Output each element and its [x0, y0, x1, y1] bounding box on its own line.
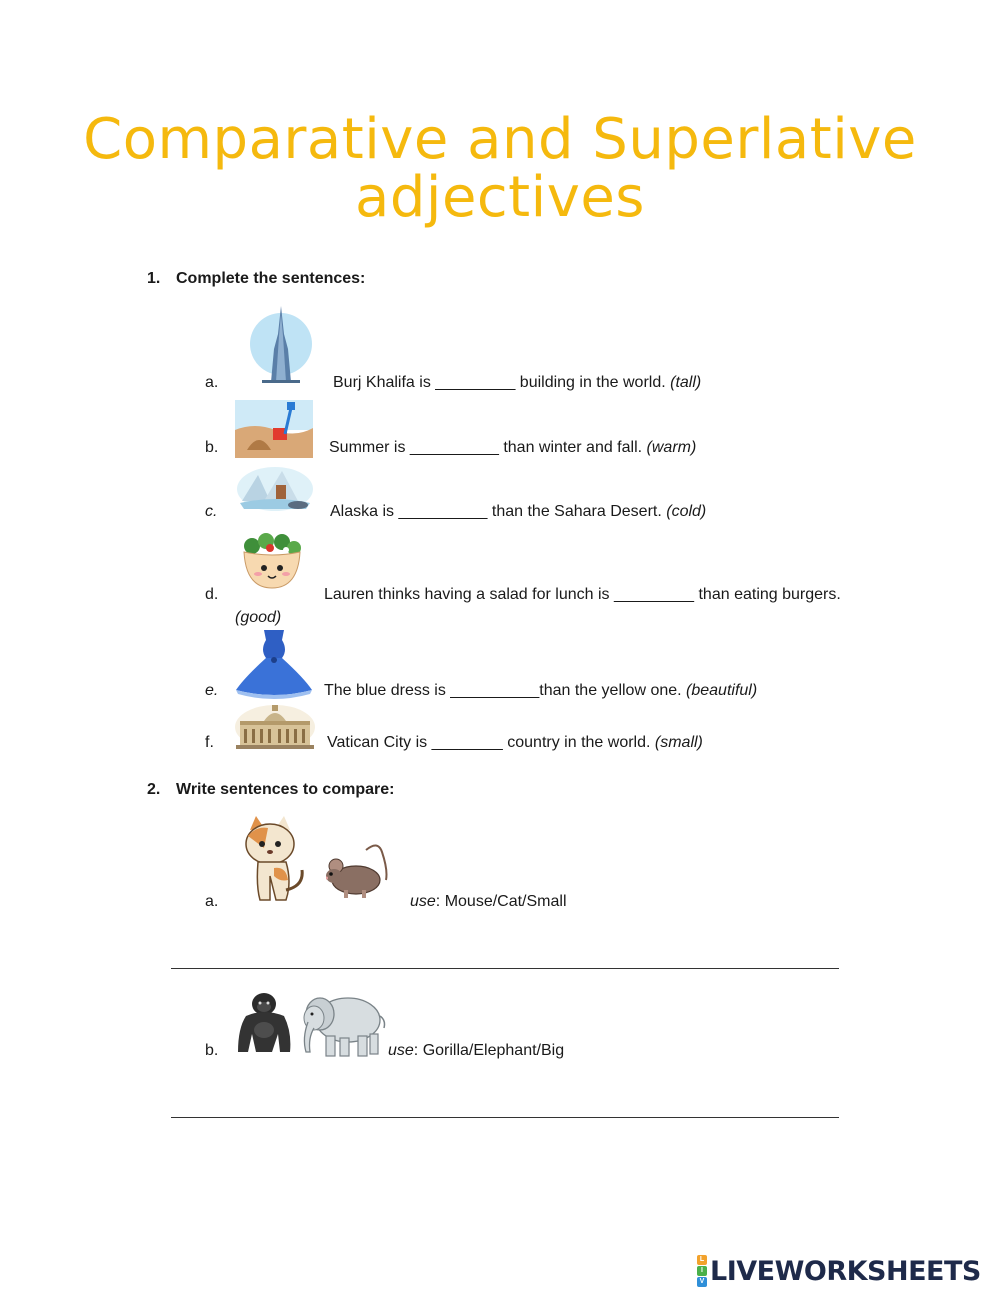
item-2a-prompt	[410, 893, 567, 911]
logo-tile-l: L	[697, 1255, 707, 1265]
item-2b-prompt	[388, 1042, 564, 1060]
title-line-1: Comparative and Superlative	[83, 107, 917, 172]
item-2b-words: : Gorilla/Elephant/Big	[413, 1042, 565, 1059]
logo-text: LIVEWORKSHEETS	[710, 1255, 981, 1287]
item-1b-sentence	[329, 439, 696, 457]
item-1f-text: Vatican City is ________ country in the world.	[327, 734, 655, 751]
salad-bowl-icon	[240, 532, 304, 590]
item-2a-words: : Mouse/Cat/Small	[435, 893, 567, 910]
item-1a-text: Burj Khalifa is _________ building in the world.	[333, 374, 671, 391]
logo-tiles-icon	[697, 1255, 707, 1287]
section-1-heading	[147, 270, 365, 288]
item-2b-use: use	[388, 1042, 414, 1059]
item-1d-hint: (good)	[235, 609, 282, 626]
logo-tile-v: V	[697, 1277, 707, 1287]
item-1e-hint: (beautiful)	[686, 682, 758, 699]
item-1c-letter: c.	[205, 503, 218, 520]
item-1d-letter: d.	[205, 586, 219, 603]
item-1f-letter: f.	[205, 734, 214, 751]
gorilla-icon	[234, 992, 298, 1056]
section-1-title: Complete the sentences:	[176, 270, 366, 287]
title-line-2: adjectives	[355, 165, 645, 230]
item-1c-sentence	[330, 503, 706, 521]
item-1c-text: Alaska is __________ than the Sahara Desert.	[330, 503, 667, 520]
item-1b-letter: b.	[205, 439, 219, 456]
item-2b-letter: b.	[205, 1042, 219, 1059]
item-2a-answer-line[interactable]	[171, 968, 839, 969]
beach-sandcastle-icon	[235, 400, 313, 458]
item-2b-answer-line[interactable]	[171, 1117, 839, 1118]
item-1e-letter: e.	[205, 682, 219, 699]
item-1a-letter: a.	[205, 374, 219, 391]
item-2a-letter: a.	[205, 893, 219, 910]
liveworksheets-logo[interactable]	[697, 1255, 981, 1287]
item-2a-use: use	[410, 893, 436, 910]
alaska-landscape-icon	[236, 465, 314, 513]
section-2-heading	[147, 781, 394, 799]
mouse-icon	[326, 840, 398, 902]
item-1e-sentence	[324, 682, 757, 700]
section-1-number: 1.	[147, 270, 161, 287]
item-1b-hint: (warm)	[646, 439, 697, 456]
burj-khalifa-icon	[248, 304, 314, 384]
item-1e-text: The blue dress is __________than the yellow one.	[324, 682, 687, 699]
section-2-title: Write sentences to compare:	[176, 781, 395, 798]
item-1b-text: Summer is __________ than winter and fall.	[329, 439, 647, 456]
logo-tile-i: I	[697, 1266, 707, 1276]
vatican-building-icon	[234, 703, 316, 751]
section-2-number: 2.	[147, 781, 161, 798]
item-1a-sentence	[333, 374, 701, 392]
elephant-icon	[300, 988, 388, 1060]
item-1f-hint: (small)	[654, 734, 703, 751]
blue-dress-icon	[234, 628, 314, 700]
cat-icon	[236, 816, 312, 904]
item-1f-sentence	[327, 734, 703, 752]
item-1d-text: Lauren thinks having a salad for lunch is _________ than eating burgers.	[324, 586, 841, 603]
item-1a-hint: (tall)	[670, 374, 702, 391]
item-1c-hint: (cold)	[666, 503, 707, 520]
